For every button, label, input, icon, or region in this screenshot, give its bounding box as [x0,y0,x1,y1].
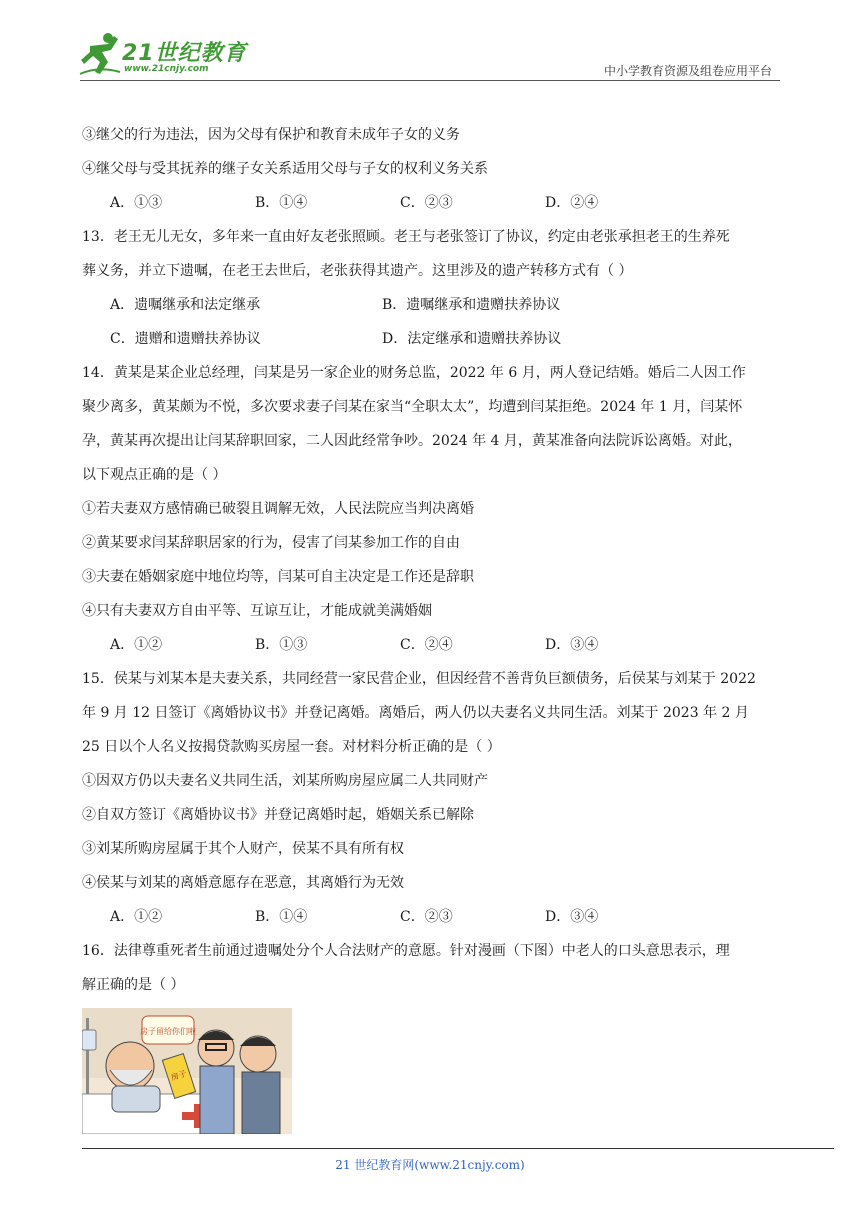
q12-option-a[interactable]: A．①③ [110,195,163,211]
platform-tagline: 中小学教育资源及组卷应用平台 [603,64,772,78]
q13-option-c[interactable]: C．遗赠和遗赠扶养协议 [110,331,261,347]
q14-item-1: ①若夫妻双方感情确已破裂且调解无效，人民法院应当判决离婚 [82,501,474,517]
site-logo[interactable] [78,30,258,80]
q15-item-1: ①因双方仍以夫妻名义共同生活，刘某所购房屋应属二人共同财产 [82,773,488,789]
q14-item-4: ④只有夫妻双方自由平等、互谅互让，才能成就美满婚姻 [82,603,432,619]
q13-stem-line-1: 13．老王无儿无女，多年来一直由好友老张照顾。老王与老张签订了协议，约定由老张承担老王的生养死 [82,229,730,245]
q15-option-d[interactable]: D．③④ [545,909,599,925]
q14-stem-line-2: 聚少离多，黄某颇为不悦，多次要求妻子闫某在家当“全职太太”，均遭到闫某拒绝。2024 年 1 月，闫某怀 [82,399,743,415]
q12-option-d[interactable]: D．②④ [545,195,599,211]
logo-url: www.21cnjy.com [124,64,209,74]
q14-item-3: ③夫妻在婚姻家庭中地位均等，闫某可自主决定是工作还是辞职 [82,569,474,585]
footer-link[interactable]: 21 世纪教育网(www.21cnjy.com) [335,1158,525,1172]
q15-stem-line-2: 年 9 月 12 日签订《离婚协议书》并登记离婚。离婚后，两人仍以夫妻名义共同生活。刘某于 2023 年 2 月 [82,705,749,721]
q14-options [82,628,782,662]
q13-option-b[interactable]: B．遗嘱继承和遗赠扶养协议 [382,297,561,313]
q15-item-2: ②自双方签订《离婚协议书》并登记离婚时起，婚姻关系已解除 [82,807,474,823]
q13-option-d[interactable]: D．法定继承和遗赠扶养协议 [382,331,562,347]
q15-item-4: ④侯某与刘某的离婚意愿存在恶意，其离婚行为无效 [82,875,404,891]
q15-stem-line-3: 25 日以个人名义按揭贷款购买房屋一套。对材料分析正确的是（ ） [82,739,501,755]
footer-divider [82,1148,834,1149]
q15-item-3: ③刘某所购房屋属于其个人财产，侯某不具有所有权 [82,841,404,857]
q15-stem-line-1: 15．侯某与刘某本是夫妻关系，共同经营一家民营企业，但因经营不善背负巨额债务，后侯某与刘某于 2022 [82,671,756,687]
comic-bubble-text: 房子留给你们啦 [140,1027,196,1036]
cartoon-image [82,1008,292,1134]
q16-stem-line-2: 解正确的是（ ） [82,977,185,993]
question-content [82,118,782,1138]
q15-option-a[interactable]: A．①② [110,909,163,925]
header-divider [80,80,780,81]
q13-options-row-1 [82,288,782,322]
q12-options [82,186,782,220]
q13-options-row-2 [82,322,782,356]
q15-options [82,900,782,934]
q12-item-3: ③继父的行为违法，因为父母有保护和教育未成年子女的义务 [82,127,460,143]
q14-stem-line-4: 以下观点正确的是（ ） [82,467,227,483]
q15-option-c[interactable]: C．②③ [400,909,453,925]
q14-stem-line-3: 孕，黄某再次提出让闫某辞职回家，二人因此经常争吵。2024 年 4 月，黄某准备向法院诉讼离婚。对此， [82,433,742,449]
page-header [0,0,860,86]
q14-option-c[interactable]: C．②④ [400,637,453,653]
q14-stem-line-1: 14．黄某是某企业总经理，闫某是另一家企业的财务总监，2022 年 6 月，两人登记结婚。婚后二人因工作 [82,365,746,381]
q16-stem-line-1: 16．法律尊重死者生前通过遗嘱处分个人合法财产的意愿。针对漫画（下图）中老人的口头意思表示，理 [82,943,730,959]
q13-option-a[interactable]: A．遗嘱继承和法定继承 [110,297,261,313]
runner-logo-icon [78,30,122,80]
logo-text: 21世纪教育 [122,41,247,66]
q14-option-d[interactable]: D．③④ [545,637,599,653]
q12-option-c[interactable]: C．②③ [400,195,453,211]
q12-option-b[interactable]: B．①④ [255,195,308,211]
q12-item-4: ④继父母与受其抚养的继子女关系适用父母与子女的权利义务关系 [82,161,488,177]
q14-option-a[interactable]: A．①② [110,637,163,653]
q13-stem-line-2: 葬义务，并立下遗嘱，在老王去世后，老张获得其遗产。这里涉及的遗产转移方式有（ ） [82,263,633,279]
q14-item-2: ②黄某要求闫某辞职居家的行为，侵害了闫某参加工作的自由 [82,535,460,551]
comic-card-text: 房子 [169,1068,188,1083]
q15-option-b[interactable]: B．①④ [255,909,308,925]
q14-option-b[interactable]: B．①③ [255,637,308,653]
